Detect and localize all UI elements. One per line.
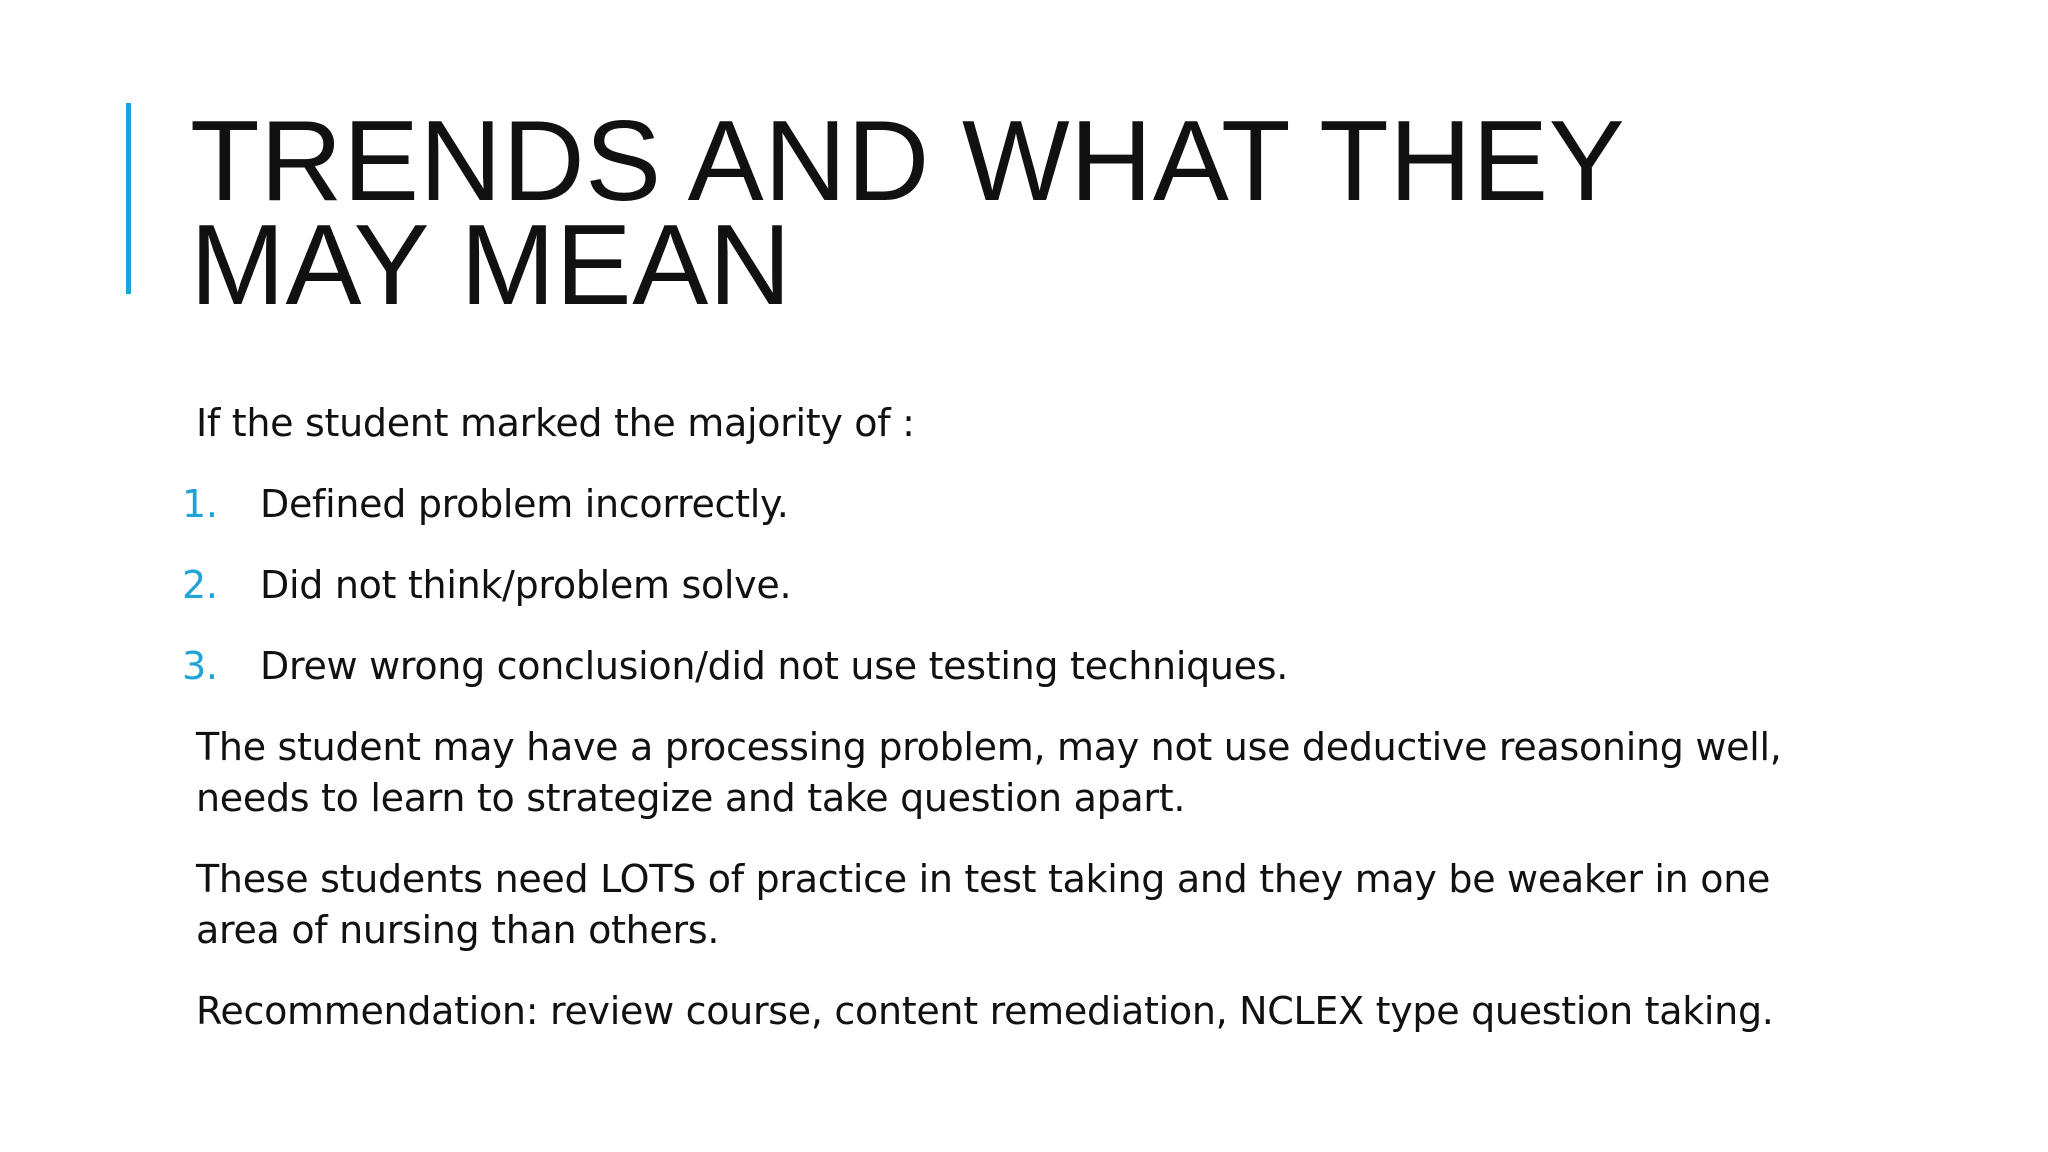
processing-problem-paragraph: The student may have a processing problem, may not use deductive reasoning well, needs to learn to strategize and take question apart. [196,725,1782,820]
title-line-1: TRENDS AND WHAT THEY [190,98,1626,225]
title-line-2: MAY MEAN [190,202,792,329]
list-item-text: Defined problem incorrectly. [260,482,789,526]
list-number: 2. [182,563,218,607]
list-number: 3. [182,644,218,688]
slide-body [182,398,1836,1067]
title-accent-bar [126,103,131,294]
list-number: 1. [182,482,218,526]
list-item-text: Did not think/problem solve. [260,563,792,607]
list-item [182,641,1836,692]
intro-text: If the student marked the majority of : [196,401,915,445]
list-item [182,479,1836,530]
practice-paragraph: These students need LOTS of practice in test taking and they may be weaker in one area of nursing than others. [196,857,1771,952]
numbered-list [182,479,1836,692]
slide-title [190,98,1890,329]
list-item [182,560,1836,611]
recommendation-paragraph: Recommendation: review course, content remediation, NCLEX type question taking. [196,989,1774,1033]
list-item-text: Drew wrong conclusion/did not use testing techniques. [260,644,1289,688]
